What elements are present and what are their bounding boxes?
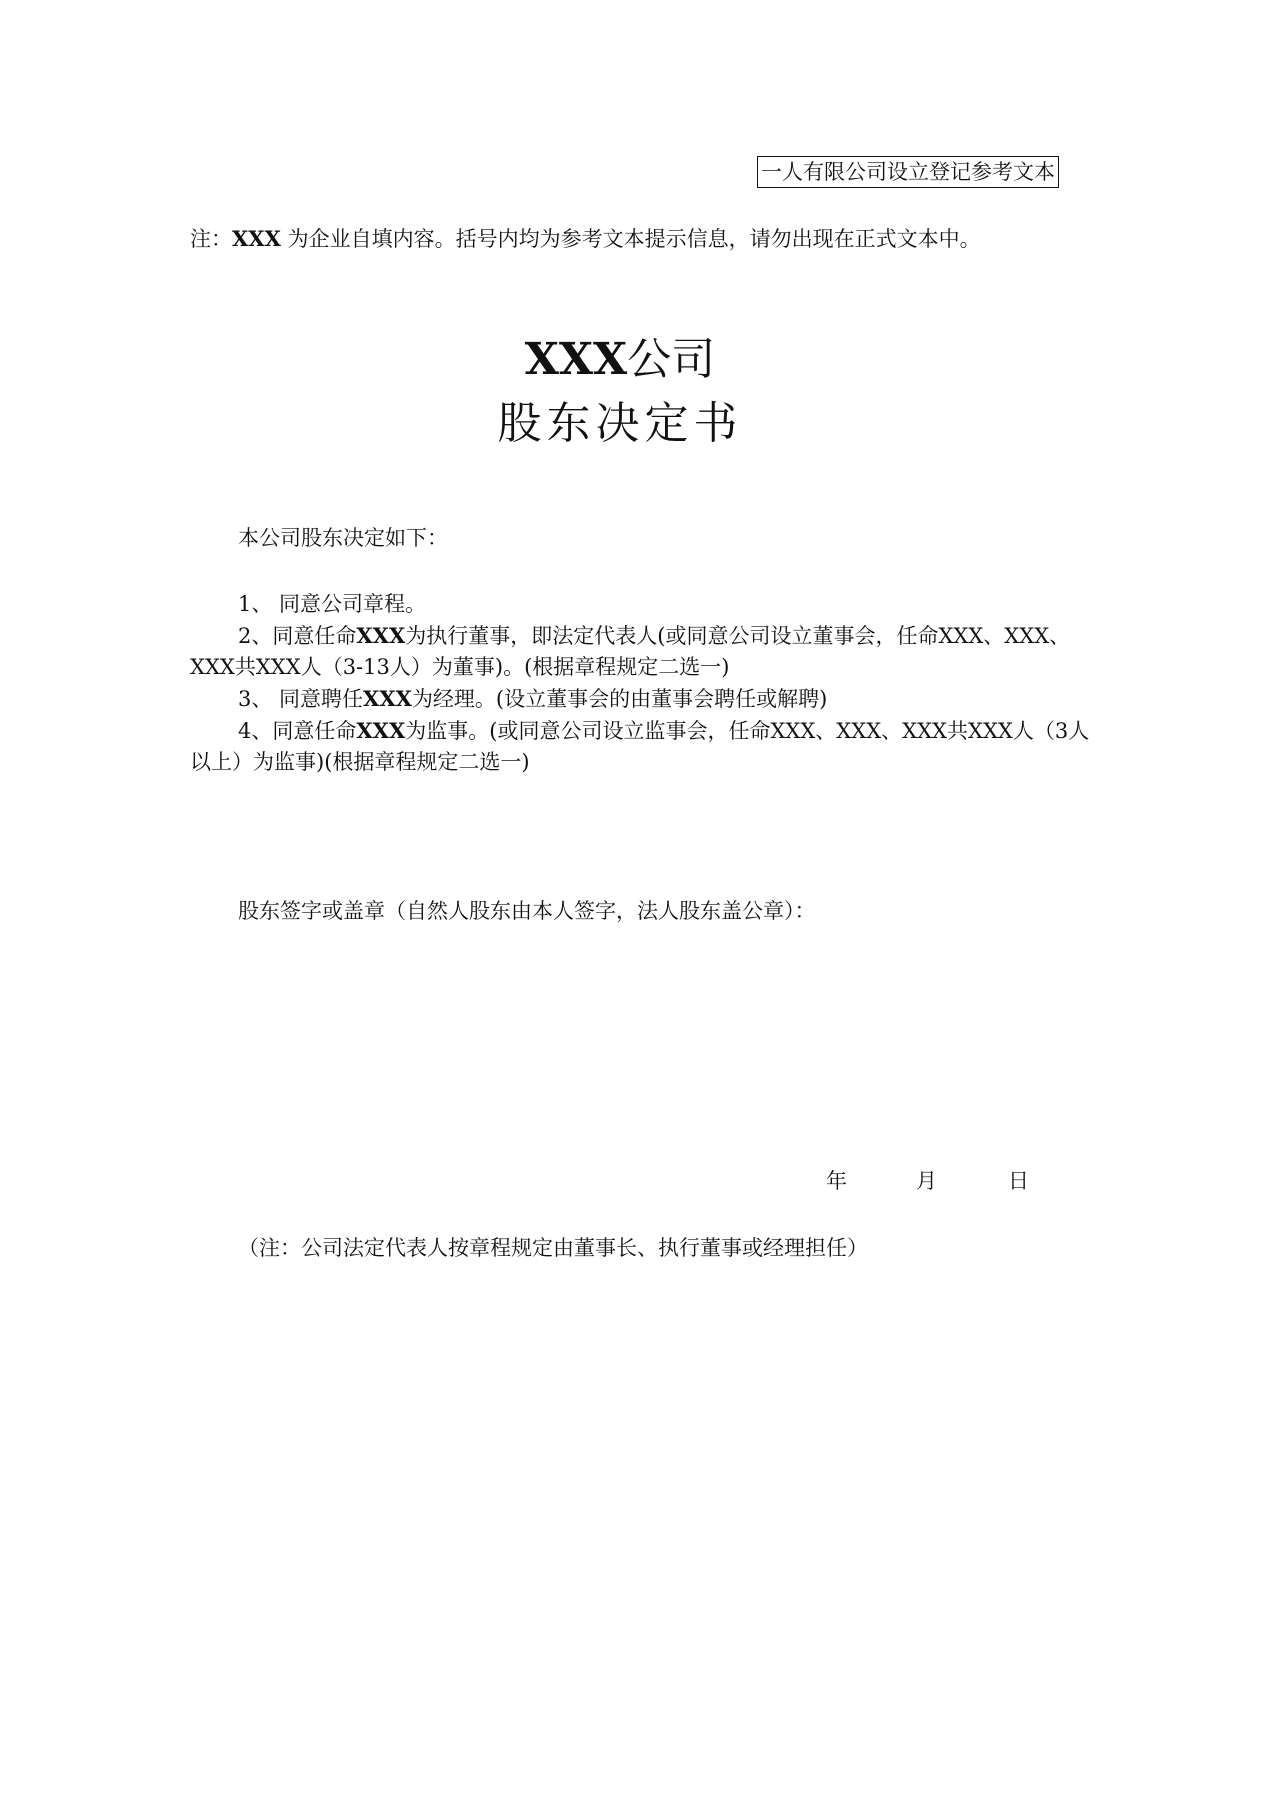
instruction-note [190, 224, 981, 254]
intro-text: 本公司股东决定如下： [238, 526, 448, 550]
date-day: 日 [1008, 1169, 1029, 1193]
date-line [826, 1165, 1029, 1197]
item-lead: 1、 同意公司章程。 [238, 592, 427, 616]
item-lead: 3、 同意聘任 [238, 687, 364, 711]
company-placeholder: XXX [524, 334, 628, 385]
decision-item-2 [190, 620, 1095, 683]
item-rest: 为监事。(或同意公司设立监事会，任命XXX、XXX、XXX共XXX人（3人以上）为监事)(根据章程规定二选一) [190, 719, 1090, 774]
decision-item-4 [190, 715, 1095, 778]
date-year: 年 [826, 1169, 847, 1193]
date-month: 月 [916, 1169, 937, 1193]
company-title [0, 330, 1240, 390]
item-placeholder: XXX [356, 623, 406, 648]
item-lead: 2、同意任命 [238, 624, 357, 648]
item-rest: 为执行董事，即法定代表人(或同意公司设立董事会，任命XXX、XXX、XXX共XXX人（3-13人）为董事)。(根据章程规定二选一) [190, 624, 1071, 679]
note-placeholder: XXX [232, 226, 281, 251]
decision-item-1 [190, 588, 1095, 620]
item-placeholder: XXX [363, 686, 412, 711]
note-prefix: 注： [190, 227, 232, 251]
company-suffix: 公司 [627, 334, 716, 385]
decision-items [190, 588, 1095, 778]
item-rest: 为经理。(设立董事会的由董事会聘任或解聘) [411, 687, 828, 711]
reference-text-label: 一人有限公司设立登记参考文本 [757, 156, 1059, 188]
note-text: 为企业自填内容。括号内均为参考文本提示信息，请勿出现在正式文本中。 [280, 227, 981, 251]
item-lead: 4、同意任命 [238, 719, 357, 743]
footnote: （注：公司法定代表人按章程规定由董事长、执行董事或经理担任） [238, 1236, 868, 1260]
document-title: 股东决定书 [497, 398, 743, 449]
item-placeholder: XXX [356, 718, 406, 743]
decision-item-3 [190, 683, 1095, 715]
signature-label: 股东签字或盖章（自然人股东由本人签字，法人股东盖公章）： [238, 899, 816, 923]
